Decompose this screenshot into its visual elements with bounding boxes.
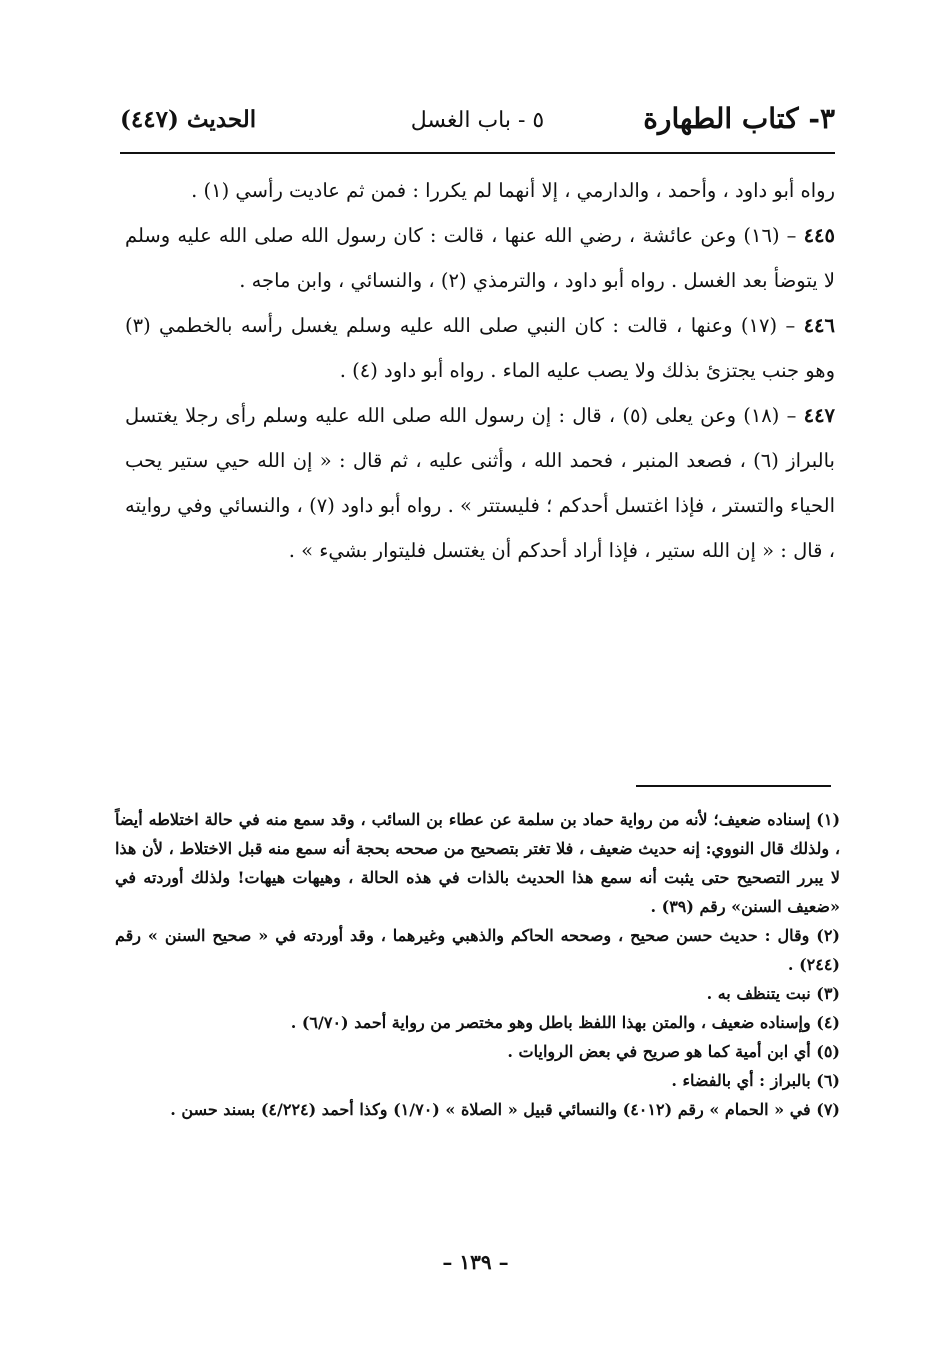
footnote-1: (١) إسناده ضعيف؛ لأنه من رواية حماد بن سلمة عن عطاء بن السائب ، وقد سمع منه في حالة اختلاطه أيضاً ، ولذلك قال النووي: إنه حديث ضعيف ، فلا تغتر بتصحيح من صححه بحجة أنه سمع منه قبل الاختلاط ، لأن هذا لا يبرر التصحيح حتى يثبت أنه سمع هذا الحديث بالذات في هذه الحالة ، وهيهات هيهات! ولذلك أوردته في «ضعيف السنن» رقم (٣٩) . — [115, 810, 841, 916]
footnote-5: (٥) أي ابن أمية كما هو صريح في بعض الروايات . — [507, 1042, 840, 1061]
footnotes — [115, 805, 840, 1124]
hadith-number: ٤٤٧ — [803, 404, 836, 427]
hadith-text: – (١٨) وعن يعلى (٥) ، قال : إن رسول الله صلى الله عليه وسلم رأى رجلا يغتسل بالبراز (٦) ، فصعد المنبر ، فحمد الله ، وأثنى عليه ، ثم قال : « إن الله حيي ستير يحب الحياء والتستر ، فإذا اغتسل أحدكم ؛ فليستتر » . رواه أبو داود (٧) ، والنسائي وفي روايته ، قال : « إن الله ستير ، فإذا أراد أحدكم أن يغتسل فليتوار بشيء » . — [125, 404, 836, 562]
continuation-paragraph: رواه أبو داود ، وأحمد ، والدارمي ، إلا أنهما لم يكررا : فمن ثم عاديت رأسي (١) . — [191, 179, 835, 202]
running-header — [120, 102, 835, 152]
book-title: ٣- كتاب الطهارة — [643, 102, 835, 135]
hadith-445 — [125, 213, 835, 303]
footnote-7: (٧) في « الحمام » رقم (٤٠١٢) والنسائي قبيل « الصلاة » (١/٧٠) وكذا أحمد (٤/٢٢٤) بسند حسن . — [170, 1100, 840, 1119]
footnote-4: (٤) وإسناده ضعيف ، والمتن بهذا اللفظ باطل وهو مختصر من رواية أحمد (٦/٧٠) . — [290, 1013, 840, 1032]
footnote-divider — [636, 785, 831, 787]
header-divider — [120, 152, 835, 154]
hadith-446 — [125, 303, 835, 393]
page-number: – ١٣٩ – — [442, 1250, 509, 1274]
footnote-6: (٦) بالبراز : أي بالفضاء . — [671, 1071, 840, 1090]
chapter-title: ٥ - باب الغسل — [410, 108, 545, 133]
hadith-text: – (١٧) وعنها ، قالت : كان النبي صلى الله عليه وسلم يغسل رأسه بالخطمي (٣) وهو جنب يجتزئ بذلك ولا يصب عليه الماء . رواه أبو داود (٤) . — [125, 314, 835, 382]
hadith-text: – (١٦) وعن عائشة ، رضي الله عنها ، قالت : كان رسول الله صلى الله عليه وسلم لا يتوضأ بعد الغسل . رواه أبو داود ، والترمذي (٢) ، والنسائي ، وابن ماجه . — [125, 224, 835, 292]
hadith-number: ٤٤٥ — [803, 224, 835, 247]
hadith-range: الحديث (٤٤٧) — [120, 106, 257, 133]
hadith-number: ٤٤٦ — [803, 314, 835, 337]
footnote-3: (٣) نبت يتنظف به . — [706, 984, 840, 1003]
main-text — [125, 168, 835, 573]
footnote-2: (٢) وقال : حديث حسن صحيح ، وصححه الحاكم والذهبي وغيرهما ، وقد أوردته في « صحيح السنن » رقم (٢٤٤) . — [115, 926, 840, 974]
hadith-447 — [125, 393, 835, 573]
